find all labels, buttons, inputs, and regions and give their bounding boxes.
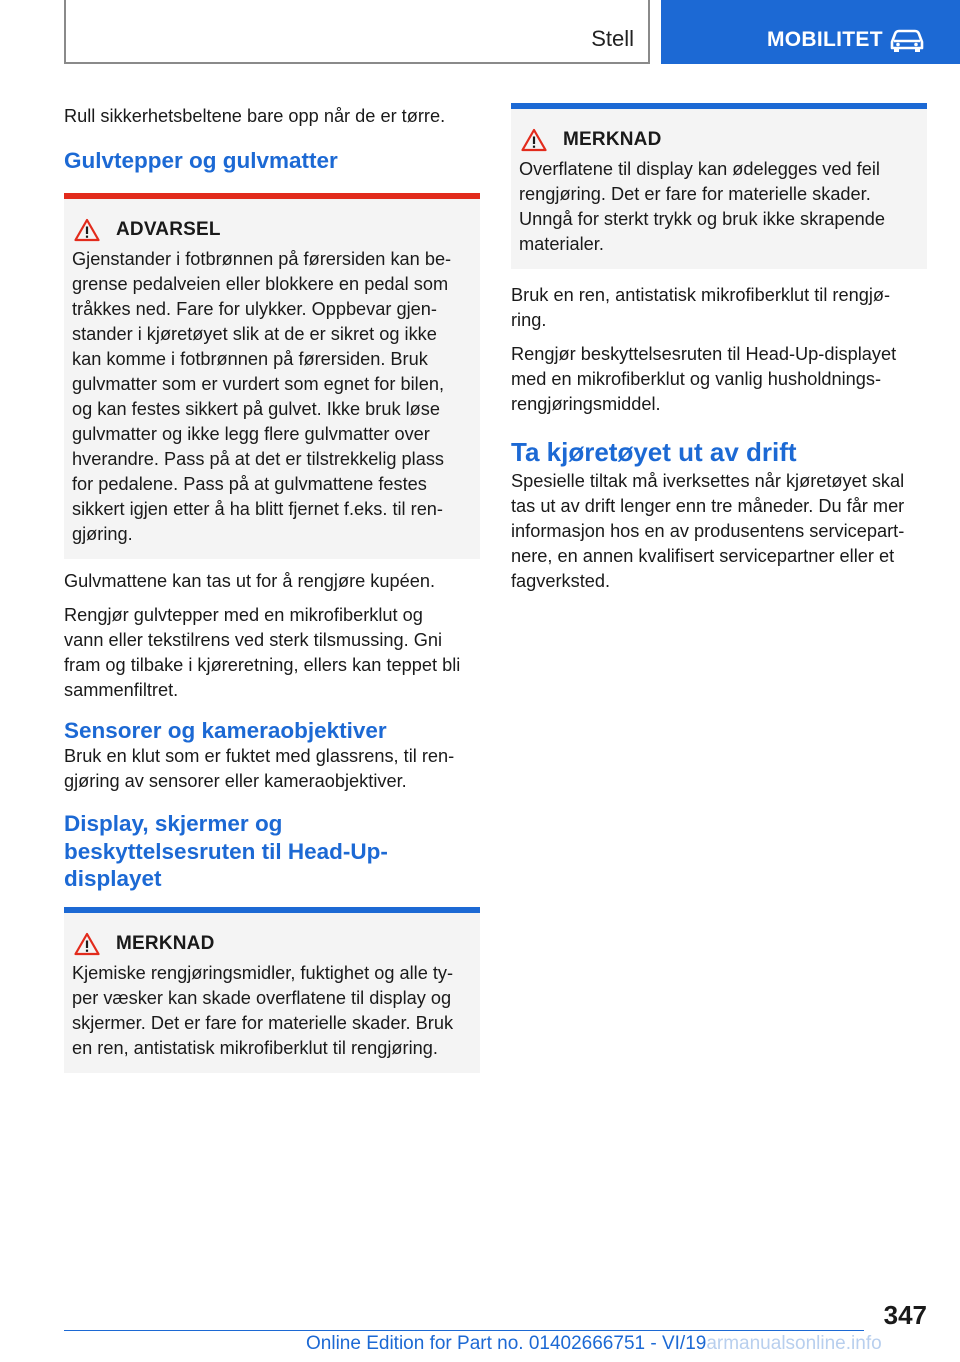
section-title: Stell [591, 26, 634, 51]
edition-text: Online Edition for Part no. 01402666751 - VI/19 [306, 1333, 707, 1354]
page-number: 347 [883, 1300, 927, 1330]
floor-mat-removal-paragraph: Gulvmattene kan tas ut for å rengjøre kupéen. [64, 570, 436, 591]
chapter-title: MOBILITET [767, 28, 883, 51]
intro-paragraph: Rull sikkerhetsbeltene bare opp når de er tørre. [64, 106, 446, 126]
warning-title: ADVARSEL [116, 218, 221, 240]
display-surface-notice-box [511, 103, 927, 269]
notice-text: Kjemiske rengjøringsmidler, fuktighet og alle ty- per væsker kan skade overflatene til display og skjermer. Det er fare for materielle skader. Bruk en ren, antistatisk mikrofiberklut til rengjøring. [72, 962, 454, 1058]
heading-sensors: Sensorer og kameraobjektiver [64, 717, 387, 743]
warning-triangle-icon [74, 218, 100, 242]
microfiber-paragraph: Bruk en ren, antistatisk mikrofiberklut til rengjø- ring. [511, 285, 891, 330]
decommission-paragraph: Spesielle tiltak må iverksettes når kjøretøyet skal tas ut av drift lenger enn tre måneder. Du får mer informasjon hos en av produsentens servicepart- nere, en annen kvalifisert servicepartner eller et fagverksted. [511, 471, 905, 591]
header-section-box [64, 0, 650, 64]
heading-displays: Display, skjermer og beskyttelsesruten til Head-Up- displayet [64, 811, 388, 891]
heading-decommission: Ta kjøretøyet ut av drift [511, 437, 797, 467]
warning-box [64, 193, 480, 559]
warning-text: Gjenstander i fotbrønnen på førersiden kan be- grense pedalveien eller blokkere en pedal som tråkkes ned. Fare for ulykker. Oppbevar gjen- stander i kjøretøyet slik at de er sikret og ikke kan komme i fotbrønnen på førersiden. Bruk gulvmatter som er vurdert som egnet for bilen, og kan festes sikkert på gulvet. Ikke bruk løse gulvmatter og ikke legg flere gulvmatter over hverandre. Pass på at det er tilstrekkelig plass for pedalene. Pass på at gulvmattene festes sikkert igjen etter å ha blitt fjernet f.eks. til ren- gjøring. [72, 248, 452, 544]
notice-text: Overflatene til display kan ødelegges ved feil rengjøring. Det er fare for materielle skader. Unngå for sterkt trykk og bruk ikke skrapende materialer. [519, 159, 885, 254]
footer-divider [64, 1330, 864, 1331]
hud-cleaning-paragraph: Rengjør beskyttelsesruten til Head-Up-displayet med en mikrofiberklut og vanlig husholdnings- rengjøringsmiddel. [511, 344, 897, 414]
notice-title: MERKNAD [563, 129, 662, 150]
footer-edition [306, 1333, 882, 1355]
watermark-text: armanualsonline.info [706, 1333, 882, 1354]
sensors-paragraph: Bruk en klut som er fuktet med glassrens, til ren- gjøring av sensorer eller kameraobjektiver. [64, 746, 455, 791]
warning-triangle-icon [74, 932, 100, 956]
heading-floor-mats: Gulvtepper og gulvmatter [64, 148, 338, 173]
left-column [64, 100, 480, 1073]
displays-notice-box [64, 907, 480, 1073]
notice-title: MERKNAD [116, 932, 215, 954]
car-icon [889, 28, 925, 52]
right-column [511, 103, 927, 603]
header-chapter-tab[interactable] [661, 0, 960, 64]
carpet-cleaning-paragraph: Rengjør gulvtepper med en mikrofiberklut og vann eller tekstilrens ved sterk tilsmussing. Gni fram og tilbake i kjøreretning, ellers kan teppet bli sammenfiltret. [64, 604, 461, 700]
warning-triangle-icon [521, 128, 547, 152]
